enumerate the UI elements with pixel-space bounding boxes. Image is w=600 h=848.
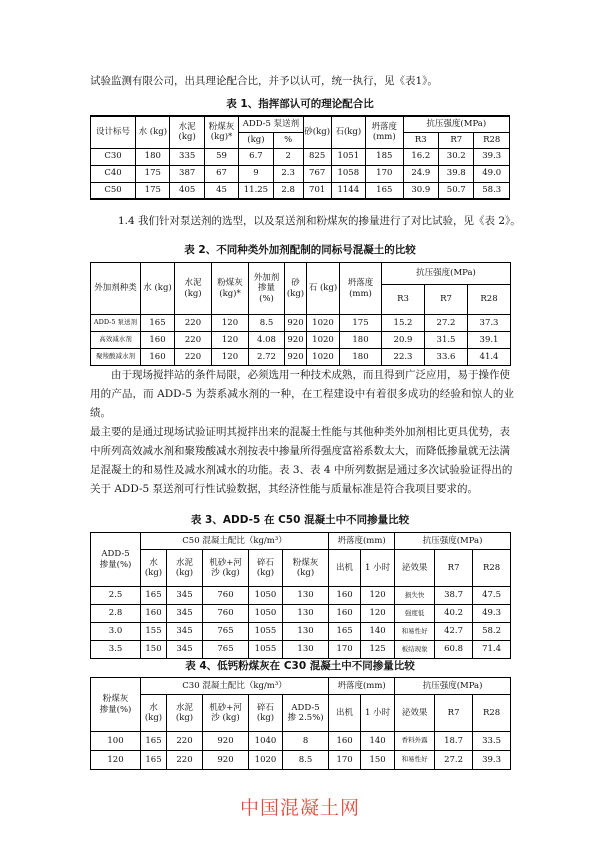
cell: 20.9 xyxy=(382,332,425,349)
cell: 40.2 xyxy=(435,605,473,623)
cell: 180 xyxy=(340,349,382,366)
cell: 24.9 xyxy=(403,165,438,182)
table-row xyxy=(91,641,511,659)
t4-h-1h: 1 小时 xyxy=(361,695,395,732)
cell: 39.3 xyxy=(474,148,510,165)
cell: 1058 xyxy=(331,165,365,182)
table-row xyxy=(91,732,511,751)
cell: 920 xyxy=(285,315,307,332)
cell: 165 xyxy=(366,182,404,199)
table-row xyxy=(91,349,511,366)
cell: 8.5 xyxy=(249,315,285,332)
body-line: 关于 ADD-5 泵送剂可行性试验数据，其经济性能与质量标准是符合我项目要求的。 xyxy=(90,483,479,495)
cell: 170 xyxy=(329,641,361,659)
t1-h-stone: 石(kg) xyxy=(331,116,365,148)
t1-h-cement: 水泥 (kg) xyxy=(170,116,204,148)
cell: 1020 xyxy=(307,349,340,366)
cell: 220 xyxy=(175,332,212,349)
cell: 130 xyxy=(283,605,329,623)
t2-h-sand: 砂 (kg) xyxy=(285,263,307,315)
t4-h-flyash-dosage: 粉煤灰 掺量(%) xyxy=(91,678,141,732)
cell: 2.8 xyxy=(273,182,303,199)
cell: 220 xyxy=(175,349,212,366)
t3-h-stone: 碎石 (kg) xyxy=(249,550,283,587)
cell: 41.4 xyxy=(468,349,511,366)
t4-h-slump: 坍落度(mm) xyxy=(329,678,395,695)
cell: 170 xyxy=(366,165,404,182)
cell: 120 xyxy=(91,751,141,770)
cell: 22.3 xyxy=(382,349,425,366)
cell: 37.3 xyxy=(468,315,511,332)
cell: 175 xyxy=(340,315,382,332)
t2-h-flyash: 粉煤灰 (kg)* xyxy=(212,263,249,315)
cell: 强度低 xyxy=(395,605,435,623)
t1-h-strength: 抗压强度(MPa) xyxy=(403,116,509,132)
cell: 15.2 xyxy=(382,315,425,332)
cell: 180 xyxy=(136,148,170,165)
cell: 100 xyxy=(91,732,141,751)
cell: 155 xyxy=(141,623,167,641)
cell: 125 xyxy=(361,641,395,659)
cell: 345 xyxy=(167,641,203,659)
cell: 150 xyxy=(141,641,167,659)
t3-h-dosage: ADD-5 掺量(%) xyxy=(91,533,141,587)
t3-h-slump: 坍落度(mm) xyxy=(329,533,395,550)
cell: 30.2 xyxy=(439,148,474,165)
cell: 聚羧酸减水剂 xyxy=(91,349,141,366)
t4-h-cement: 水泥 (kg) xyxy=(167,695,203,732)
t1-h-add5: ADD-5 泵送剂 xyxy=(239,116,303,132)
cell: 9 xyxy=(239,165,273,182)
t3-h-1h: 1 小时 xyxy=(361,550,395,587)
t1-h-r3: R3 xyxy=(403,132,438,148)
cell: C30 xyxy=(91,148,136,165)
body-paragraph xyxy=(90,366,514,499)
cell: 16.2 xyxy=(403,148,438,165)
cell: 2.8 xyxy=(91,605,141,623)
cell: 165 xyxy=(141,315,175,332)
t2-h-type: 外加剂种类 xyxy=(91,263,141,315)
cell: 6.7 xyxy=(239,148,273,165)
t3-h-sand: 机砂+河 沙 (kg) xyxy=(203,550,249,587)
cell: 335 xyxy=(170,148,204,165)
cell: 4.08 xyxy=(249,332,285,349)
table3 xyxy=(90,532,511,659)
cell: 220 xyxy=(175,315,212,332)
t4-h-r28: R28 xyxy=(473,695,511,732)
cell: 39.8 xyxy=(439,165,474,182)
t4-h-effect: 泌效果 xyxy=(395,695,435,732)
cell: 71.4 xyxy=(473,641,511,659)
t3-h-r7: R7 xyxy=(435,550,473,587)
cell: 1040 xyxy=(249,732,283,751)
t1-h-water: 水 (kg) xyxy=(136,116,170,148)
t4-h-out: 出机 xyxy=(329,695,361,732)
cell: 3.0 xyxy=(91,623,141,641)
cell: 2.72 xyxy=(249,349,285,366)
t3-h-r28: R28 xyxy=(473,550,511,587)
cell: 1020 xyxy=(307,332,340,349)
cell: 1144 xyxy=(331,182,365,199)
cell: 1050 xyxy=(249,587,283,605)
t1-h-flyash: 粉煤灰 (kg)* xyxy=(204,116,238,148)
cell: 130 xyxy=(283,623,329,641)
cell: 160 xyxy=(329,605,361,623)
cell: 3.5 xyxy=(91,641,141,659)
cell: 130 xyxy=(283,587,329,605)
cell: 150 xyxy=(361,751,395,770)
cell: 27.2 xyxy=(435,751,473,770)
t3-h-effect: 泌效果 xyxy=(395,550,435,587)
t3-h-strength: 抗压强度(MPa) xyxy=(395,533,511,550)
cell: 高效减水剂 xyxy=(91,332,141,349)
cell: 765 xyxy=(203,623,249,641)
cell: 8 xyxy=(283,732,329,751)
footer-logo: 中国混凝土网 xyxy=(239,797,360,819)
body-line: 中所列高效减水剂和聚羧酸减水剂按表中掺量所得强度富裕系数太大，而降低掺量就无法满 xyxy=(90,445,510,457)
cell: 170 xyxy=(329,751,361,770)
cell: 120 xyxy=(361,587,395,605)
t1-h-r28: R28 xyxy=(474,132,510,148)
t1-h-add5-kg: (kg) xyxy=(239,132,273,148)
cell: 140 xyxy=(361,623,395,641)
cell: 和易性好 xyxy=(395,623,435,641)
cell: 920 xyxy=(203,732,249,751)
t4-h-add5: ADD-5 掺 2.5%) xyxy=(283,695,329,732)
cell: 2 xyxy=(273,148,303,165)
cell: 130 xyxy=(283,641,329,659)
cell: 387 xyxy=(170,165,204,182)
cell: 345 xyxy=(167,605,203,623)
t3-h-water: 水 (kg) xyxy=(141,550,167,587)
cell: 825 xyxy=(303,148,331,165)
table2 xyxy=(90,262,511,366)
cell: 58.2 xyxy=(473,623,511,641)
cell: 50.7 xyxy=(439,182,474,199)
cell: 160 xyxy=(329,732,361,751)
cell: 175 xyxy=(136,182,170,199)
cell: 和易性好 xyxy=(395,751,435,770)
cell: 45 xyxy=(204,182,238,199)
cell: 120 xyxy=(212,349,249,366)
cell: 27.2 xyxy=(425,315,468,332)
t3-h-flyash: 粉煤灰 (kg) xyxy=(283,550,329,587)
table3-title: 表 3、ADD-5 在 C50 混凝土中不同掺量比较 xyxy=(190,514,410,526)
cell: 405 xyxy=(170,182,204,199)
cell: 220 xyxy=(167,751,203,770)
table2-title: 表 2、不同种类外加剂配制的同标号混凝土的比较 xyxy=(184,244,416,256)
t2-h-r3: R3 xyxy=(382,285,425,315)
cell: 33.5 xyxy=(473,732,511,751)
cell: 49.0 xyxy=(474,165,510,182)
para-1-4: 1.4 我们针对泵送剂的选型，以及泵送剂和粉煤灰的掺量进行了对比试验，见《表 2》。 xyxy=(118,215,521,227)
cell: 板结现象 xyxy=(395,641,435,659)
cell: 39.1 xyxy=(468,332,511,349)
t1-h-design: 设计标号 xyxy=(91,116,136,148)
cell: 701 xyxy=(303,182,331,199)
t1-h-slump: 坍落度 (mm) xyxy=(366,116,404,148)
cell: 760 xyxy=(203,605,249,623)
cell: 165 xyxy=(141,587,167,605)
cell: 42.7 xyxy=(435,623,473,641)
cell: 165 xyxy=(329,623,361,641)
cell: 31.5 xyxy=(425,332,468,349)
cell: 香料外露 xyxy=(395,732,435,751)
table-row xyxy=(91,751,511,770)
cell: 165 xyxy=(141,751,167,770)
cell: 2.5 xyxy=(91,587,141,605)
cell: 58.3 xyxy=(474,182,510,199)
table4 xyxy=(90,677,511,770)
cell: 920 xyxy=(285,349,307,366)
cell: 220 xyxy=(167,732,203,751)
table4-title: 表 4、低钙粉煤灰在 C30 混凝土中不同掺量比较 xyxy=(185,660,415,672)
table-row xyxy=(91,605,511,623)
cell: 33.6 xyxy=(425,349,468,366)
t2-h-slump: 坍落度 (mm) xyxy=(340,263,382,315)
cell: 18.7 xyxy=(435,732,473,751)
cell: 175 xyxy=(136,165,170,182)
cell: C50 xyxy=(91,182,136,199)
t4-h-stone: 碎石 (kg) xyxy=(249,695,283,732)
t4-h-sand: 机砂+河 沙 (kg) xyxy=(203,695,249,732)
cell: 120 xyxy=(361,605,395,623)
cell: 180 xyxy=(340,332,382,349)
t2-h-cement: 水泥 (kg) xyxy=(175,263,212,315)
cell: 30.9 xyxy=(403,182,438,199)
cell: 345 xyxy=(167,623,203,641)
cell: 920 xyxy=(203,751,249,770)
t2-h-water: 水 (kg) xyxy=(141,263,175,315)
table1 xyxy=(90,115,510,200)
cell: 2.3 xyxy=(273,165,303,182)
t4-h-water: 水 (kg) xyxy=(141,695,167,732)
cell: 120 xyxy=(212,332,249,349)
cell: 49.3 xyxy=(473,605,511,623)
table-row xyxy=(91,315,511,332)
table1-title: 表 1、指挥部认可的理论配合比 xyxy=(226,98,374,110)
t2-h-r7: R7 xyxy=(425,285,468,315)
body-line: 足混凝土的和易性及减水剂减水的功能。表 3、表 4 中所列数据是通过多次试验验证得出的 xyxy=(90,464,513,476)
cell: 59 xyxy=(204,148,238,165)
table-row xyxy=(91,182,510,199)
cell: 767 xyxy=(303,165,331,182)
body-line: 由于现场搅拌站的条件局限，必须选用一种技术成熟，而且得到广泛应用，易于操作使 xyxy=(111,369,510,381)
cell: 140 xyxy=(361,732,395,751)
cell: 185 xyxy=(366,148,404,165)
cell: 120 xyxy=(212,315,249,332)
cell: 60.8 xyxy=(435,641,473,659)
cell: ADD-5 泵送剂 xyxy=(91,315,141,332)
body-line: 用的产品，而 ADD-5 为萘系减水剂的一种，在工程建设中有着很多成功的经验和惊人的业绩。 xyxy=(90,388,514,419)
cell: 1050 xyxy=(249,605,283,623)
body-line: 最主要的是通过现场试验证明其搅拌出来的混凝土性能与其他种类外加剂相比更具优势，表 xyxy=(90,426,510,438)
t4-h-strength: 抗压强度(MPa) xyxy=(395,678,511,695)
table-row xyxy=(91,165,510,182)
t1-h-sand: 砂(kg) xyxy=(303,116,331,148)
t3-h-cement: 水泥 (kg) xyxy=(167,550,203,587)
cell: 38.7 xyxy=(435,587,473,605)
t4-h-r7: R7 xyxy=(435,695,473,732)
cell: 47.5 xyxy=(473,587,511,605)
cell: 345 xyxy=(167,587,203,605)
cell: 67 xyxy=(204,165,238,182)
cell: 损失快 xyxy=(395,587,435,605)
t3-h-mix: C50 混凝土配比（kg/m³） xyxy=(141,533,329,550)
cell: 920 xyxy=(285,332,307,349)
t2-h-strength: 抗压强度(MPa) xyxy=(382,263,511,285)
cell: 11.25 xyxy=(239,182,273,199)
cell: 8.5 xyxy=(283,751,329,770)
t1-h-r7: R7 xyxy=(439,132,474,148)
cell: 160 xyxy=(141,605,167,623)
cell: 1055 xyxy=(249,623,283,641)
table-row xyxy=(91,587,511,605)
cell: 39.3 xyxy=(473,751,511,770)
t2-h-admix: 外加剂 掺量 (%) xyxy=(249,263,285,315)
t2-h-r28: R28 xyxy=(468,285,511,315)
cell: 160 xyxy=(141,349,175,366)
cell: 1020 xyxy=(249,751,283,770)
cell: 1020 xyxy=(307,315,340,332)
t3-h-out: 出机 xyxy=(329,550,361,587)
cell: C40 xyxy=(91,165,136,182)
t4-h-mix: C30 混凝土配比（kg/m³） xyxy=(141,678,329,695)
cell: 160 xyxy=(329,587,361,605)
intro-line: 试验监测有限公司，出具理论配合比，并予以认可，统一执行，见《表1》。 xyxy=(90,75,438,87)
t1-h-add5-pct: % xyxy=(273,132,303,148)
cell: 165 xyxy=(141,732,167,751)
table-row xyxy=(91,148,510,165)
cell: 765 xyxy=(203,641,249,659)
cell: 1055 xyxy=(249,641,283,659)
table-row xyxy=(91,332,511,349)
table-row xyxy=(91,623,511,641)
t2-h-stone: 石 (kg) xyxy=(307,263,340,315)
cell: 1051 xyxy=(331,148,365,165)
cell: 160 xyxy=(141,332,175,349)
cell: 760 xyxy=(203,587,249,605)
